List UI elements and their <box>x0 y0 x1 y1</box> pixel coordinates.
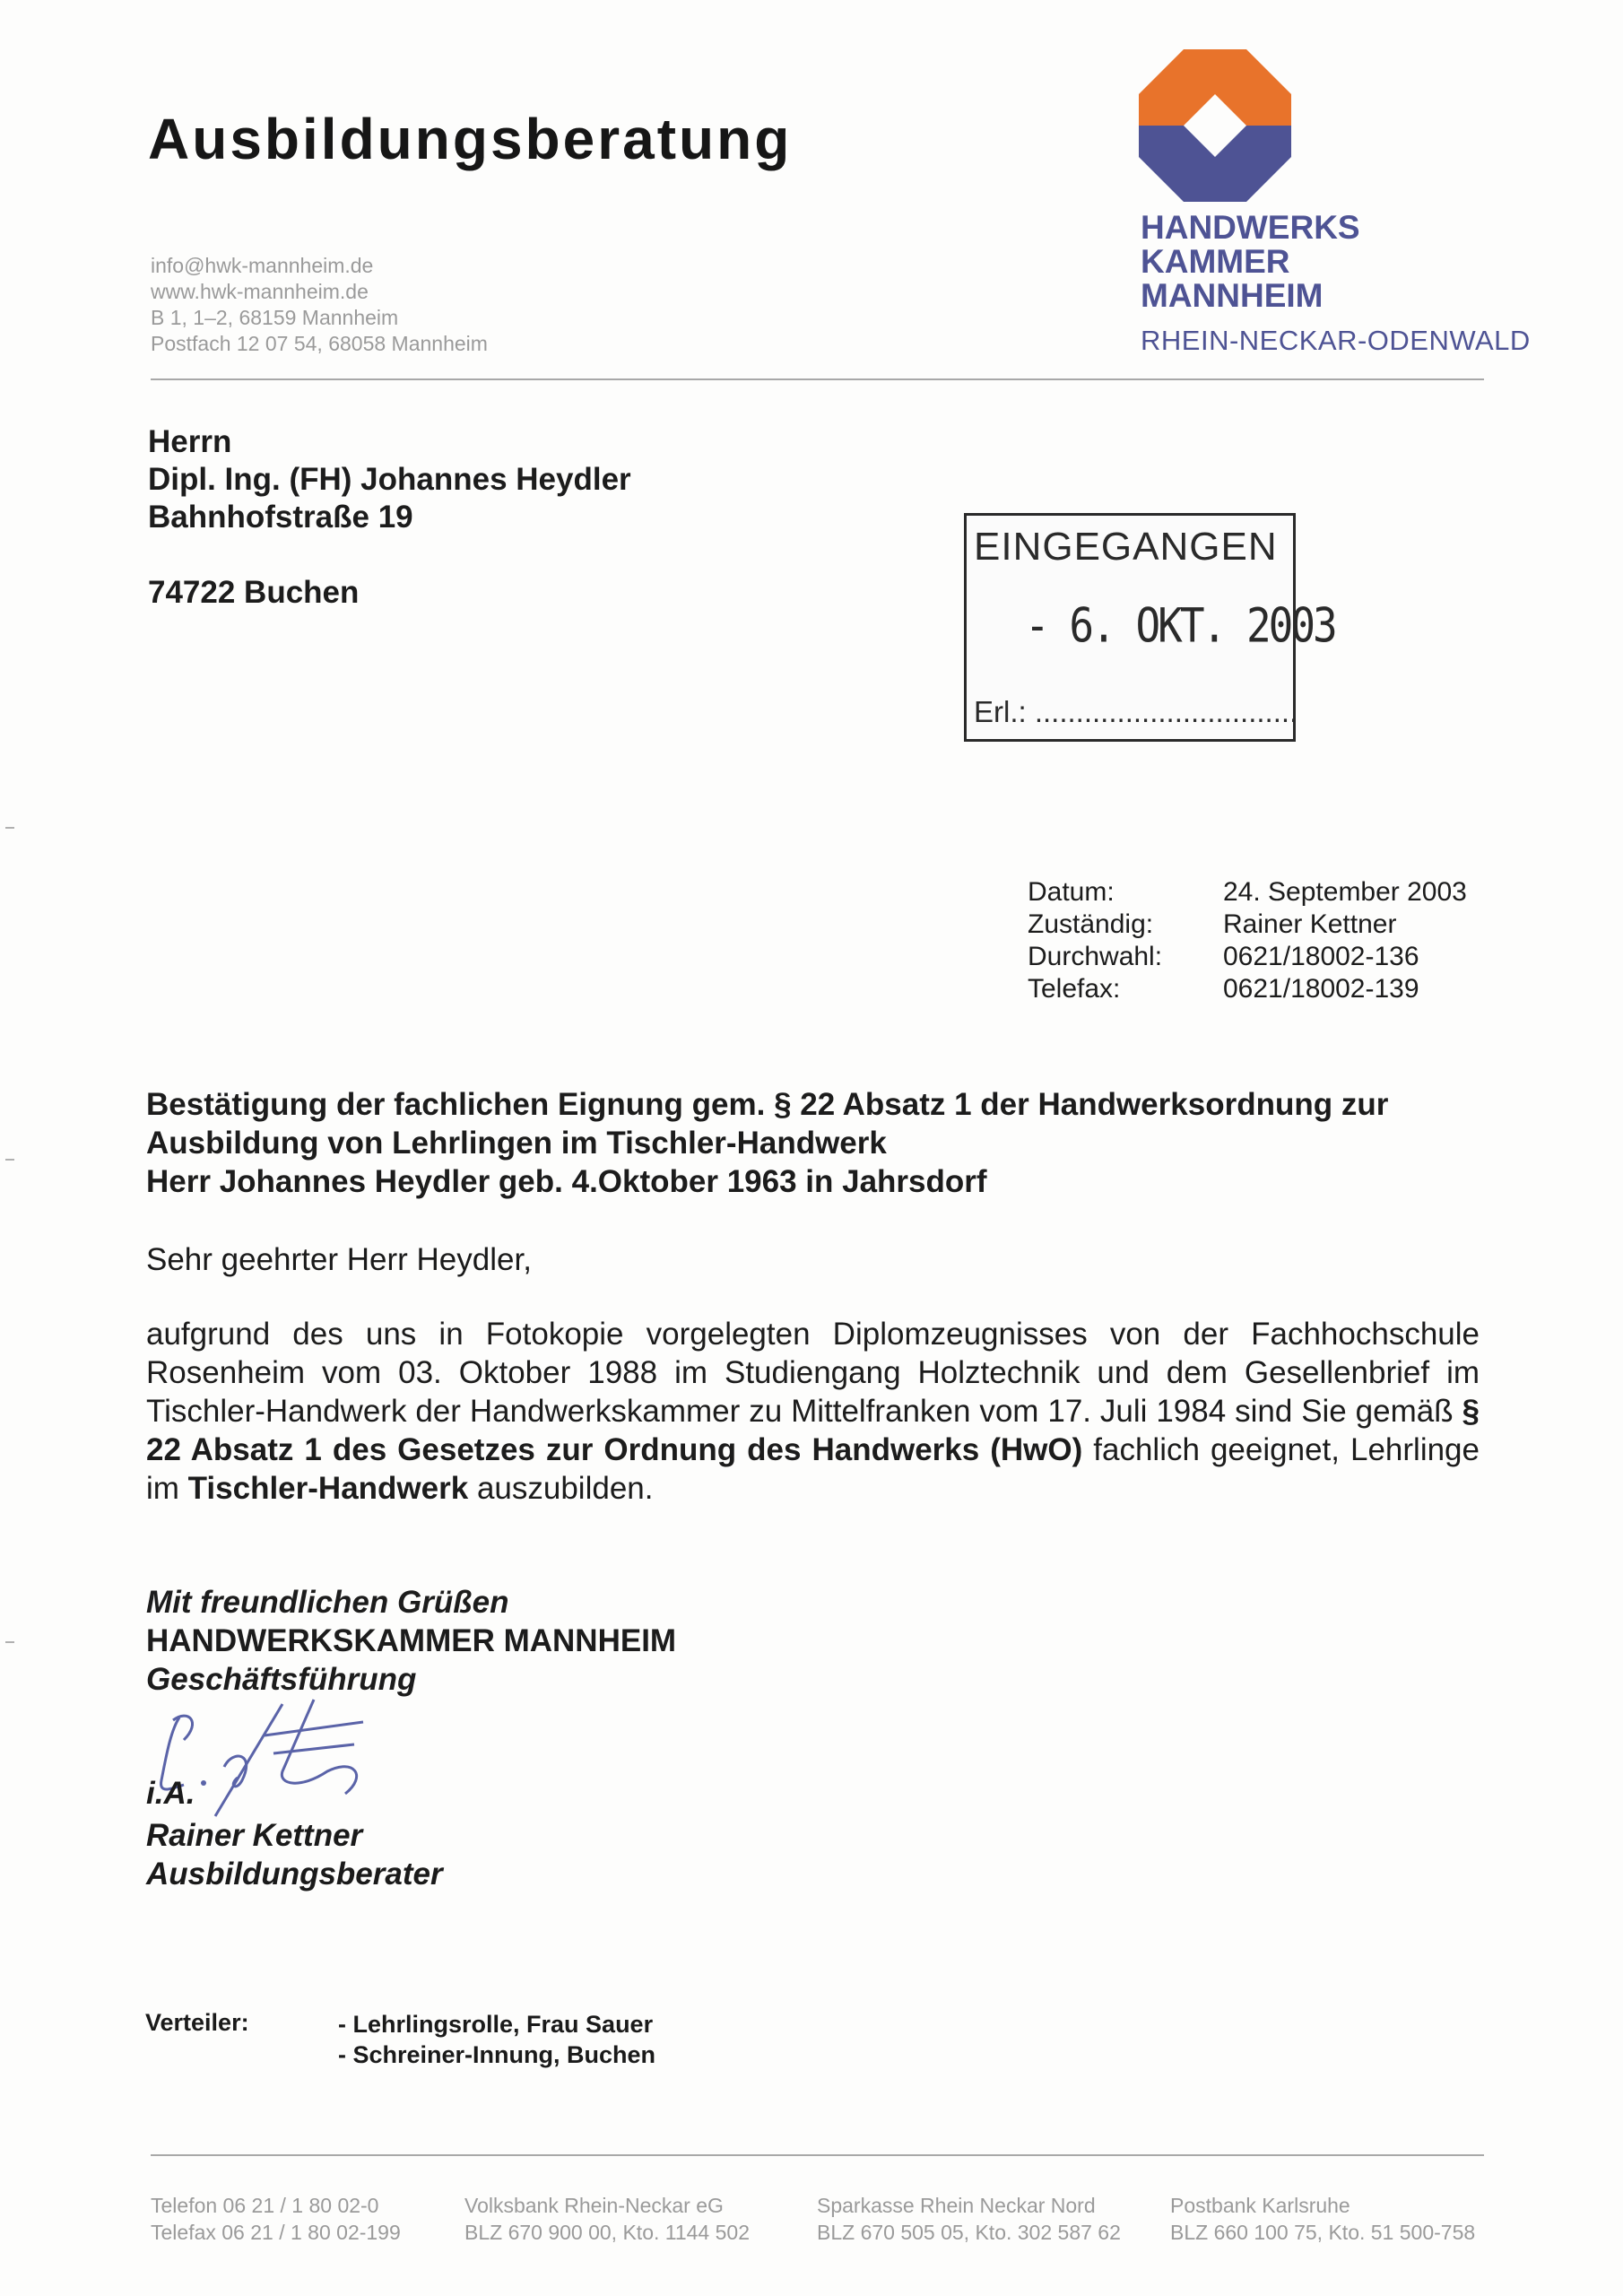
contact-block <box>151 253 488 357</box>
footer-line: BLZ 670 900 00, Kto. 1144 502 <box>464 2221 750 2244</box>
body-text-2: fachlich geeignet, Lehrlinge im <box>146 1432 1480 1506</box>
meta-value: 24. September 2003 <box>1223 877 1467 907</box>
signer-block <box>146 1816 443 1893</box>
signature-ia: i.A. <box>146 1776 195 1811</box>
closing-greeting: Mit freundlichen Grüßen <box>146 1585 509 1620</box>
brand-region: RHEIN-NECKAR-ODENWALD <box>1141 325 1531 356</box>
stamp-heading: EINGEGANGEN <box>974 525 1278 569</box>
footer-line: BLZ 670 505 05, Kto. 302 587 62 <box>817 2221 1121 2244</box>
distribution-label: Verteiler: <box>145 2009 249 2036</box>
brand-name <box>1141 211 1360 313</box>
footer-divider <box>151 2154 1484 2156</box>
closing-org: HANDWERKSKAMMER MANNHEIM <box>146 1623 677 1658</box>
footer-line: BLZ 660 100 75, Kto. 51 500-758 <box>1170 2221 1476 2244</box>
received-stamp <box>964 513 1335 742</box>
letter-meta <box>1028 876 1467 1005</box>
footer-line: Volksbank Rhein-Neckar eG <box>464 2194 724 2217</box>
subject-line: Bestätigung der fachlichen Eignung gem. § 22 Absatz 1 der Handwerksordnung zur <box>146 1087 1389 1122</box>
meta-label: Telefax: <box>1028 974 1121 1004</box>
brand-line-2: KAMMER <box>1141 243 1290 280</box>
recipient-city: 74722 Buchen <box>148 575 360 610</box>
fold-mark <box>5 1159 14 1161</box>
contact-postbox: Postfach 12 07 54, 68058 Mannheim <box>151 332 488 355</box>
letter-body <box>146 1315 1480 1508</box>
distribution-item: - Lehrlingsrolle, Frau Sauer <box>338 2011 654 2038</box>
distribution-item: - Schreiner-Innung, Buchen <box>338 2041 656 2068</box>
closing-dept: Geschäftsführung <box>146 1662 417 1697</box>
meta-value: 0621/18002-136 <box>1223 942 1419 971</box>
contact-address: B 1, 1–2, 68159 Mannheim <box>151 306 399 329</box>
body-bold-trade: Tischler-Handwerk <box>187 1471 469 1506</box>
footer-phone <box>151 2192 401 2246</box>
signer-name: Rainer Kettner <box>146 1818 363 1853</box>
subject-line: Herr Johannes Heydler geb. 4.Oktober 1963 in Jahrsdorf <box>146 1164 987 1199</box>
subject-line: Ausbildung von Lehrlingen im Tischler-Handwerk <box>146 1126 887 1161</box>
meta-row <box>1028 909 1467 941</box>
contact-email: info@hwk-mannheim.de <box>151 254 374 277</box>
meta-label: Zuständig: <box>1028 909 1154 939</box>
footer-line: Telefon 06 21 / 1 80 02-0 <box>151 2194 379 2217</box>
meta-label: Datum: <box>1028 877 1115 907</box>
footer-sparkasse <box>817 2192 1121 2246</box>
meta-row <box>1028 973 1467 1005</box>
recipient-salutation: Herrn <box>148 424 232 459</box>
footer-line: Sparkasse Rhein Neckar Nord <box>817 2194 1096 2217</box>
recipient-street: Bahnhofstraße 19 <box>148 500 413 535</box>
hwk-logo-icon <box>1139 49 1291 202</box>
signer-role: Ausbildungsberater <box>146 1857 443 1892</box>
brand-line-1: HANDWERKS <box>1141 209 1360 246</box>
header-divider <box>151 378 1484 380</box>
stamp-erl: Erl.: ................................ <box>974 695 1298 728</box>
letter-subject <box>146 1085 1388 1201</box>
recipient-spacer <box>148 536 631 574</box>
body-text-3: auszubilden. <box>476 1471 654 1506</box>
meta-row <box>1028 941 1467 973</box>
footer-postbank <box>1170 2192 1475 2246</box>
stamp-date: - 6. OKT. 2003 <box>1025 596 1335 654</box>
meta-label: Durchwahl: <box>1028 942 1163 971</box>
fold-mark <box>5 1641 14 1643</box>
brand-line-3: MANNHEIM <box>1141 277 1324 314</box>
letter-title: Ausbildungsberatung <box>148 107 793 171</box>
meta-row <box>1028 876 1467 909</box>
distribution-list <box>338 2009 655 2070</box>
footer-line: Postbank Karlsruhe <box>1170 2194 1350 2217</box>
contact-website: www.hwk-mannheim.de <box>151 280 369 303</box>
footer-volksbank <box>464 2192 750 2246</box>
recipient-address <box>148 423 631 612</box>
fold-mark <box>5 827 14 829</box>
meta-value: 0621/18002-139 <box>1223 974 1419 1004</box>
footer-line: Telefax 06 21 / 1 80 02-199 <box>151 2221 401 2244</box>
meta-value: Rainer Kettner <box>1223 909 1397 939</box>
salutation: Sehr geehrter Herr Heydler, <box>146 1242 532 1277</box>
body-bold-law: § 22 Absatz 1 des Gesetzes zur Ordnung des Handwerks (HwO) <box>146 1394 1480 1467</box>
recipient-name: Dipl. Ing. (FH) Johannes Heydler <box>148 462 631 497</box>
body-text-1: aufgrund des uns in Fotokopie vorgelegten Diplomzeugnisses von der Fachhochschule Rosenheim vom 03. Oktober 1988 im Studiengang Holztechnik und dem Gesellenbrief im Tischler-Handwerk der Handwerkskammer zu Mittelfranken vom 17. Juli 1984 sind Sie gemäß <box>146 1317 1480 1429</box>
closing-block <box>146 1583 676 1699</box>
